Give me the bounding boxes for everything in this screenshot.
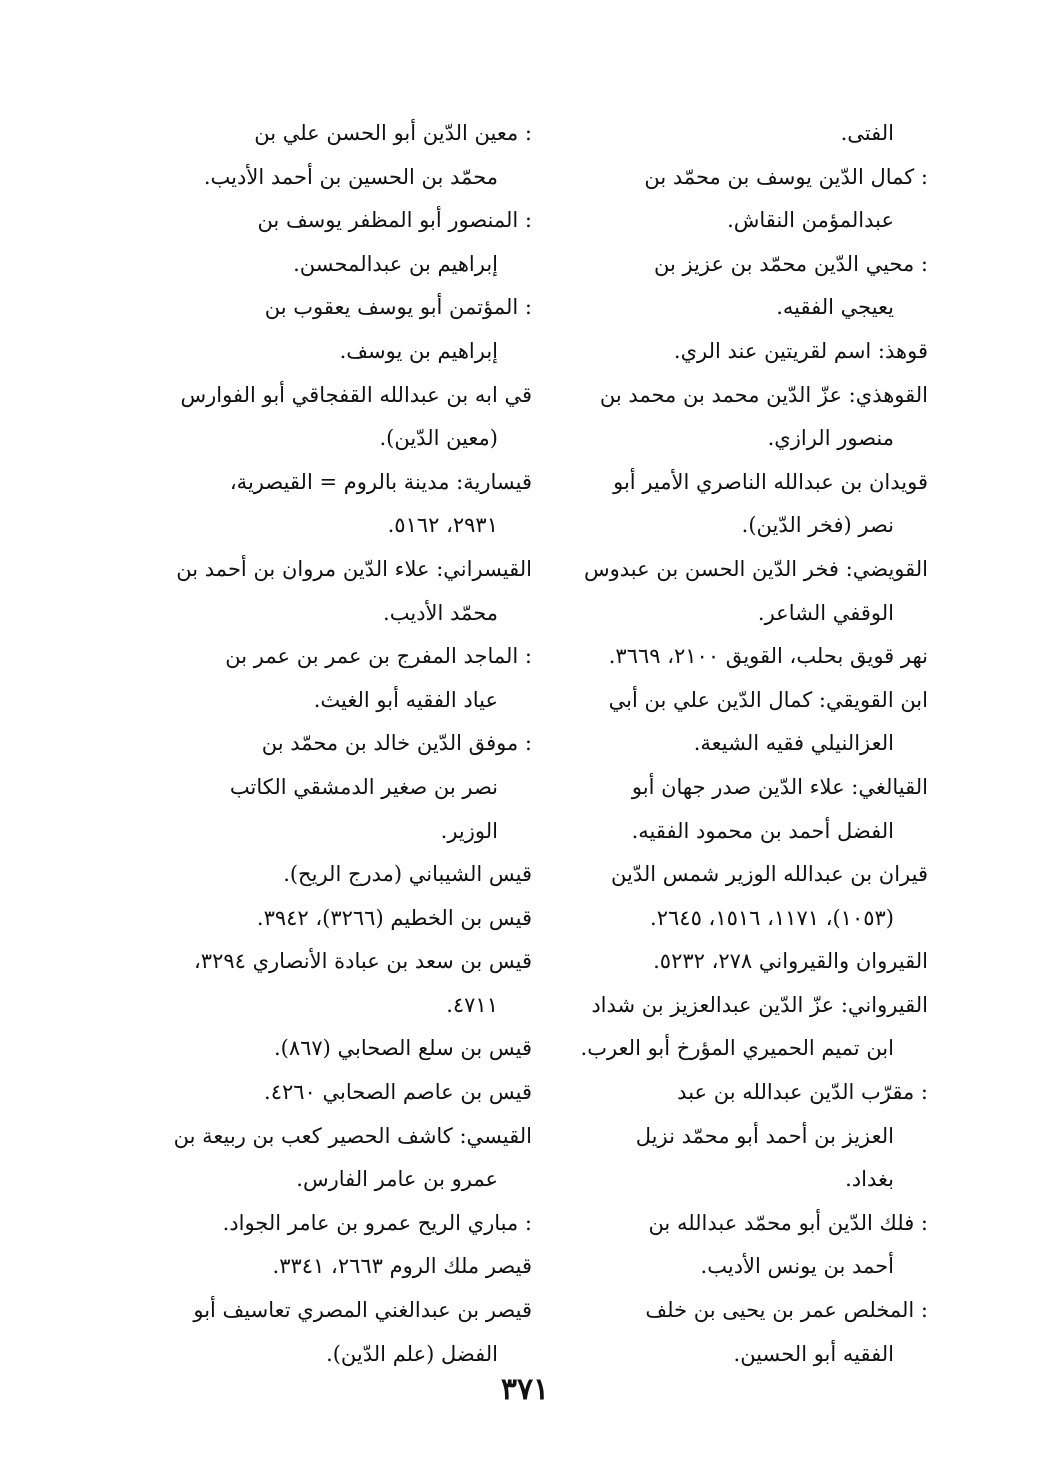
- entry-continuation-line: ٢٩٣١، ٥١٦٢.: [387, 513, 498, 538]
- index-entry: [556, 156, 928, 243]
- entry-continuation-line: منصور الرازي.: [767, 426, 894, 451]
- entry-continuation-line: أحمد بن يونس الأديب.: [700, 1254, 894, 1279]
- entry-continuation-line: نصر (فخر الدّين).: [741, 513, 894, 538]
- index-entry: [556, 940, 928, 984]
- entry-continuation-line: العزالنيلي فقيه الشيعة.: [693, 731, 894, 756]
- index-entry: [556, 330, 928, 374]
- index-entry: [160, 112, 532, 199]
- index-entry: [160, 1245, 532, 1289]
- entry-continuation-line: إبراهيم بن يوسف.: [339, 338, 498, 363]
- entry-line: الفتى.: [840, 121, 894, 145]
- entry-continuation-line: الفضل أحمد بن محمود الفقيه.: [631, 818, 894, 843]
- entry-line: قيس الشيباني (مدرج الريح).: [283, 862, 532, 887]
- entry-line: القيروان والقيرواني ٢٧٨، ٥٢٣٢.: [653, 949, 928, 974]
- entry-continuation-line: العزيز بن أحمد أبو محمّد نزيل: [635, 1123, 894, 1148]
- entry-line: قي ابه بن عبدالله القفجاقي أبو الفوارس: [180, 382, 532, 407]
- entry-line: : المنصور أبو المظفر يوسف بن: [257, 208, 532, 233]
- index-entry: [160, 897, 532, 941]
- index-entry: [556, 1071, 928, 1202]
- entry-line: القويضي: فخر الدّين الحسن بن عبدوس: [584, 556, 928, 581]
- index-entry: [160, 286, 532, 373]
- index-entry: [160, 722, 532, 853]
- entry-continuation-line: إبراهيم بن عبدالمحسن.: [293, 251, 498, 276]
- entry-continuation-line: بغداد.: [845, 1167, 894, 1192]
- index-entry: [160, 635, 532, 722]
- entry-line: قوهذ: اسم لقريتين عند الري.: [673, 338, 928, 363]
- index-entry: [556, 635, 928, 679]
- entry-continuation-line: عياد الفقيه أبو الغيث.: [313, 687, 498, 712]
- entry-continuation-line: نصر بن صغير الدمشقي الكاتب: [229, 774, 498, 799]
- entry-continuation-line: الفضل (علم الدّين).: [326, 1341, 498, 1366]
- entry-continuation-line: محمّد بن الحسين بن أحمد الأديب.: [203, 164, 498, 189]
- entry-continuation-line: محمّد الأديب.: [383, 600, 498, 625]
- index-entry: [160, 1202, 532, 1246]
- index-entry: [160, 461, 532, 548]
- entry-line: القيالغي: علاء الدّين صدر جهان أبو: [631, 774, 928, 799]
- entry-line: نهر قويق بحلب، القويق ٢١٠٠، ٣٦٦٩.: [608, 644, 928, 669]
- entry-line: : المخلص عمر بن يحيى بن خلف: [645, 1298, 928, 1323]
- index-entry: [556, 374, 928, 461]
- index-entry: [160, 1289, 532, 1376]
- entry-continuation-line: يعيجي الفقيه.: [776, 295, 894, 320]
- index-entry: [160, 1115, 532, 1202]
- index-entry: [160, 940, 532, 1027]
- entry-line: : محيي الدّين محمّد بن عزيز بن: [653, 251, 928, 276]
- index-entry: [160, 548, 532, 635]
- entry-line: ابن القويقي: كمال الدّين علي بن أبي: [608, 687, 928, 712]
- index-entry: [556, 548, 928, 635]
- entry-line: : مباري الريح عمرو بن عامر الجواد.: [222, 1210, 532, 1235]
- index-entry: [160, 1027, 532, 1071]
- entry-continuation-line: ٤٧١١.: [446, 992, 498, 1017]
- entry-line: قيس بن سعد بن عبادة الأنصاري ٣٢٩٤،: [194, 949, 532, 974]
- entry-line: القيسي: كاشف الحصير كعب بن ربيعة بن: [173, 1123, 532, 1148]
- entry-line: قيس بن الخطيم (٣٢٦٦)، ٣٩٤٢.: [256, 905, 532, 930]
- page-number: ٣٧١: [500, 1372, 550, 1407]
- entry-line: قيصر بن عبدالغني المصري تعاسيف أبو: [193, 1298, 532, 1323]
- right-column: [556, 112, 928, 1376]
- entry-line: : معين الدّين أبو الحسن علي بن: [254, 121, 532, 145]
- entry-line: القوهذي: عزّ الدّين محمد بن محمد بن: [599, 382, 928, 407]
- index-entry: [556, 243, 928, 330]
- entry-continuation-line: (معين الدّين).: [379, 426, 498, 451]
- entry-continuation-line: الفقيه أبو الحسين.: [733, 1341, 894, 1366]
- entry-line: قيصر ملك الروم ٢٦٦٣، ٣٣٤١.: [272, 1254, 532, 1279]
- index-entry: [160, 374, 532, 461]
- index-entry: [160, 1071, 532, 1115]
- entry-line: قيس بن عاصم الصحابي ٤٢٦٠.: [264, 1080, 532, 1105]
- index-entry: [556, 853, 928, 940]
- index-entry: [160, 199, 532, 286]
- entry-continuation-line: عمرو بن عامر الفارس.: [296, 1167, 498, 1192]
- index-entry: [556, 1289, 928, 1376]
- entry-continuation-line: ابن تميم الحميري المؤرخ أبو العرب.: [580, 1036, 894, 1061]
- entry-line: قيسارية: مدينة بالروم = القيصرية،: [229, 469, 532, 494]
- entry-line: القيرواني: عزّ الدّين عبدالعزيز بن شداد: [591, 992, 928, 1017]
- entry-line: القيسراني: علاء الدّين مروان بن أحمد بن: [176, 556, 532, 581]
- entry-line: قويدان بن عبدالله الناصري الأمير أبو: [613, 469, 928, 494]
- entry-line: : الماجد المفرج بن عمر بن عمر بن: [225, 644, 532, 669]
- index-entry: [556, 679, 928, 766]
- entry-line: : المؤتمن أبو يوسف يعقوب بن: [264, 295, 532, 320]
- entry-continuation-line: الوزير.: [440, 818, 498, 843]
- entry-line: : موفق الدّين خالد بن محمّد بن: [261, 731, 532, 756]
- entry-continuation-line: عبدالمؤمن النقاش.: [727, 208, 894, 233]
- entry-line: : مقرّب الدّين عبدالله بن عبد: [677, 1080, 928, 1105]
- index-entry: [556, 112, 928, 156]
- entry-line: : كمال الدّين يوسف بن محمّد بن: [644, 164, 928, 189]
- index-entry: [556, 984, 928, 1071]
- left-column: [160, 112, 532, 1376]
- index-entry: [160, 853, 532, 897]
- entry-line: قيس بن سلع الصحابي (٨٦٧).: [273, 1036, 532, 1061]
- index-entry: [556, 766, 928, 853]
- entry-line: : فلك الدّين أبو محمّد عبدالله بن: [648, 1210, 928, 1235]
- index-entry: [556, 461, 928, 548]
- index-entry: [556, 1202, 928, 1289]
- entry-line: قيران بن عبدالله الوزير شمس الدّين: [610, 862, 928, 887]
- entry-continuation-line: (١٠٥٣)، ١١٧١، ١٥١٦، ٢٦٤٥.: [650, 905, 894, 930]
- entry-continuation-line: الوقفي الشاعر.: [757, 600, 894, 625]
